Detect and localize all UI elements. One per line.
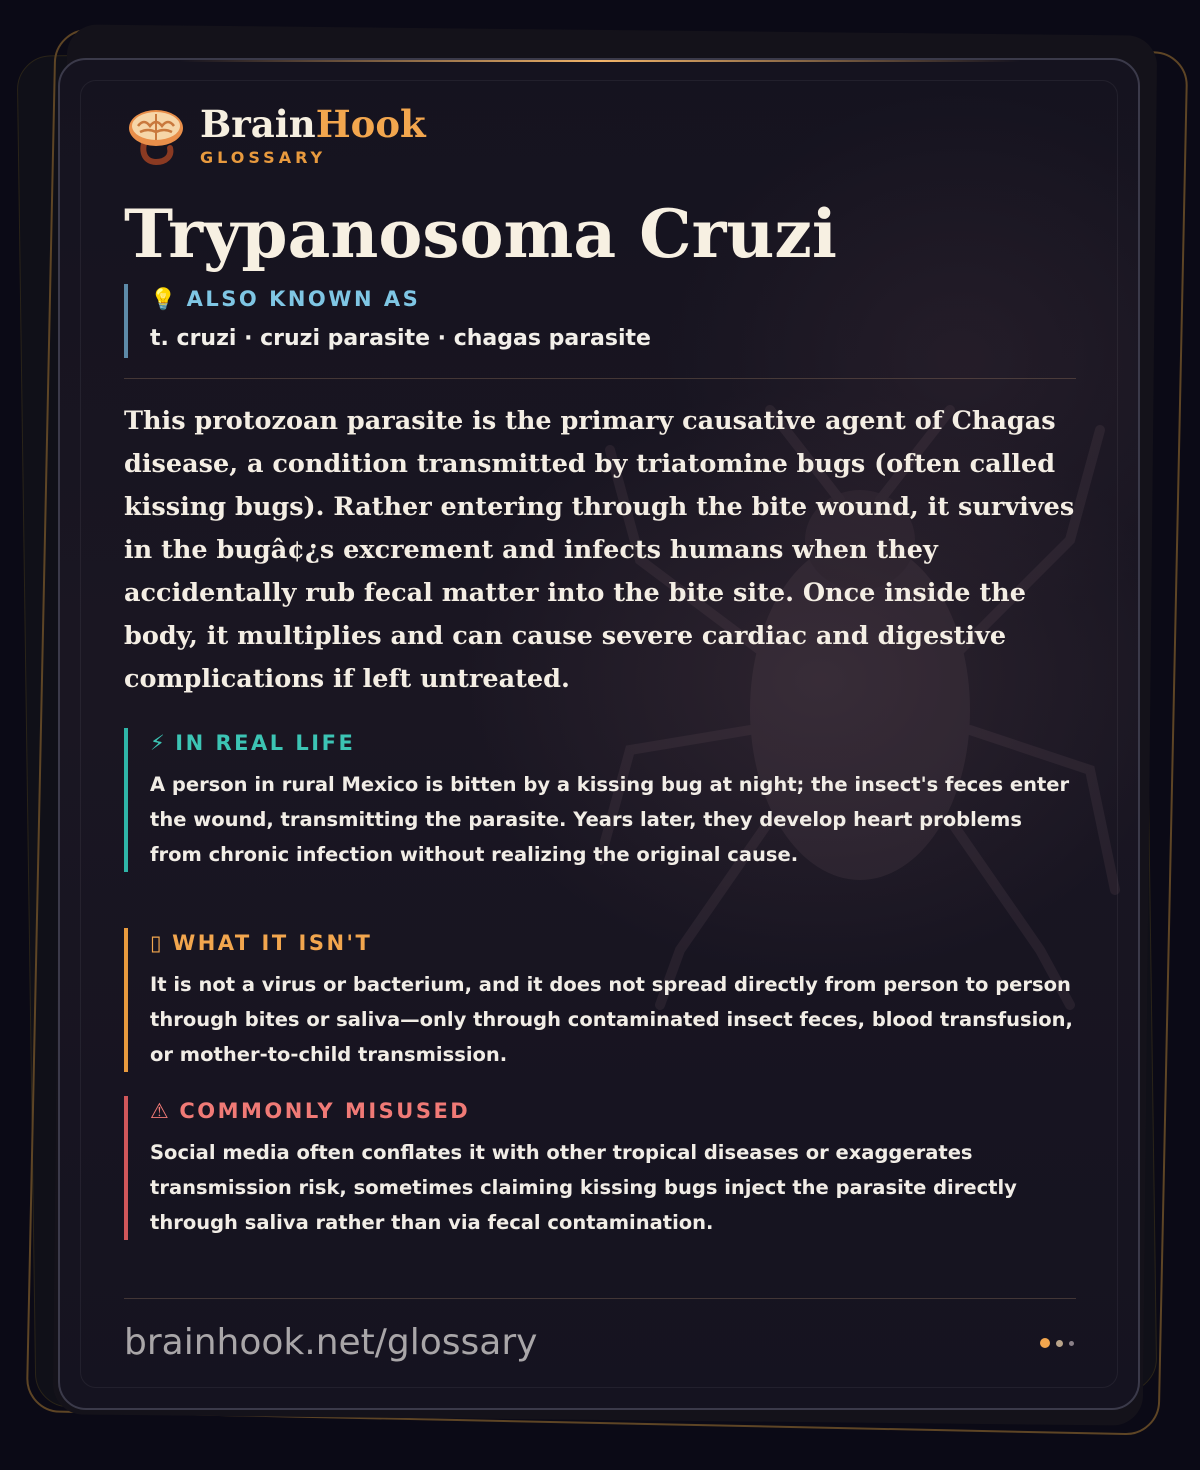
also-known-as-values: t. cruzi · cruzi parasite · chagas parasite [150,326,651,351]
brand-name [200,104,426,144]
warning-icon: ⚠ [150,1099,172,1123]
section-what-it-isnt [124,928,1076,1072]
brand-header [126,104,426,167]
brain-hook-icon [126,106,186,166]
lightning-icon: ⚡ [150,731,168,755]
lightbulb-icon: 💡 [150,287,179,311]
pagination-dots [1034,1338,1074,1348]
in-real-life-label: ⚡ IN REAL LIFE [150,731,356,755]
commonly-misused-label: ⚠ COMMONLY MISUSED [150,1099,471,1123]
what-it-isnt-body: It is not a virus or bacterium, and it does not spread directly from person to person through bites or saliva—only through contaminated insect feces, blood transfusion, or mother-to-child transmission. [150,973,1073,1066]
footer-divider [124,1298,1076,1299]
card-top-highlight [180,60,1020,62]
commonly-misused-body: Social media often conflates it with other tropical diseases or exaggerates transmission risk, sometimes claiming kissing bugs inject the parasite directly through saliva rather than via fecal contamination. [150,1141,1017,1234]
also-known-as-block [124,284,1074,358]
definition-text: This protozoan parasite is the primary causative agent of Chagas disease, a condition transmitted by triatomine bugs (often called kissing bugs). Rather entering through the bite wound, it survives in the bugâ¢¿s excrement and infects humans when they accidentally rub fecal matter into the bite site. Once inside the body, it multiplies and can cause severe cardiac and digestive complications if left untreated. [124,406,1075,694]
dot [1069,1341,1074,1346]
brand-name-hook: Hook [315,102,426,146]
in-real-life-body: A person in rural Mexico is bitten by a kissing bug at night; the insect's feces enter the wound, transmitting the parasite. Years later, they develop heart problems from chronic infection without realizing the original cause. [150,773,1070,866]
footer-url[interactable]: brainhook.net/glossary [124,1322,538,1363]
also-known-as-label: 💡 ALSO KNOWN AS [150,287,421,311]
section-commonly-misused [124,1096,1076,1240]
dot-active [1040,1338,1050,1348]
brand-name-brain: Brain [200,102,316,146]
glossary-card [58,58,1140,1410]
brand-subtitle: GLOSSARY [200,148,327,167]
section-in-real-life [124,728,1076,872]
missing-glyph-icon: ▯ [150,931,165,955]
what-it-isnt-label: ▯ WHAT IT ISN'T [150,931,373,955]
header-divider [124,378,1076,379]
term-title: Trypanosoma Cruzi [124,195,837,273]
dot [1056,1340,1063,1347]
